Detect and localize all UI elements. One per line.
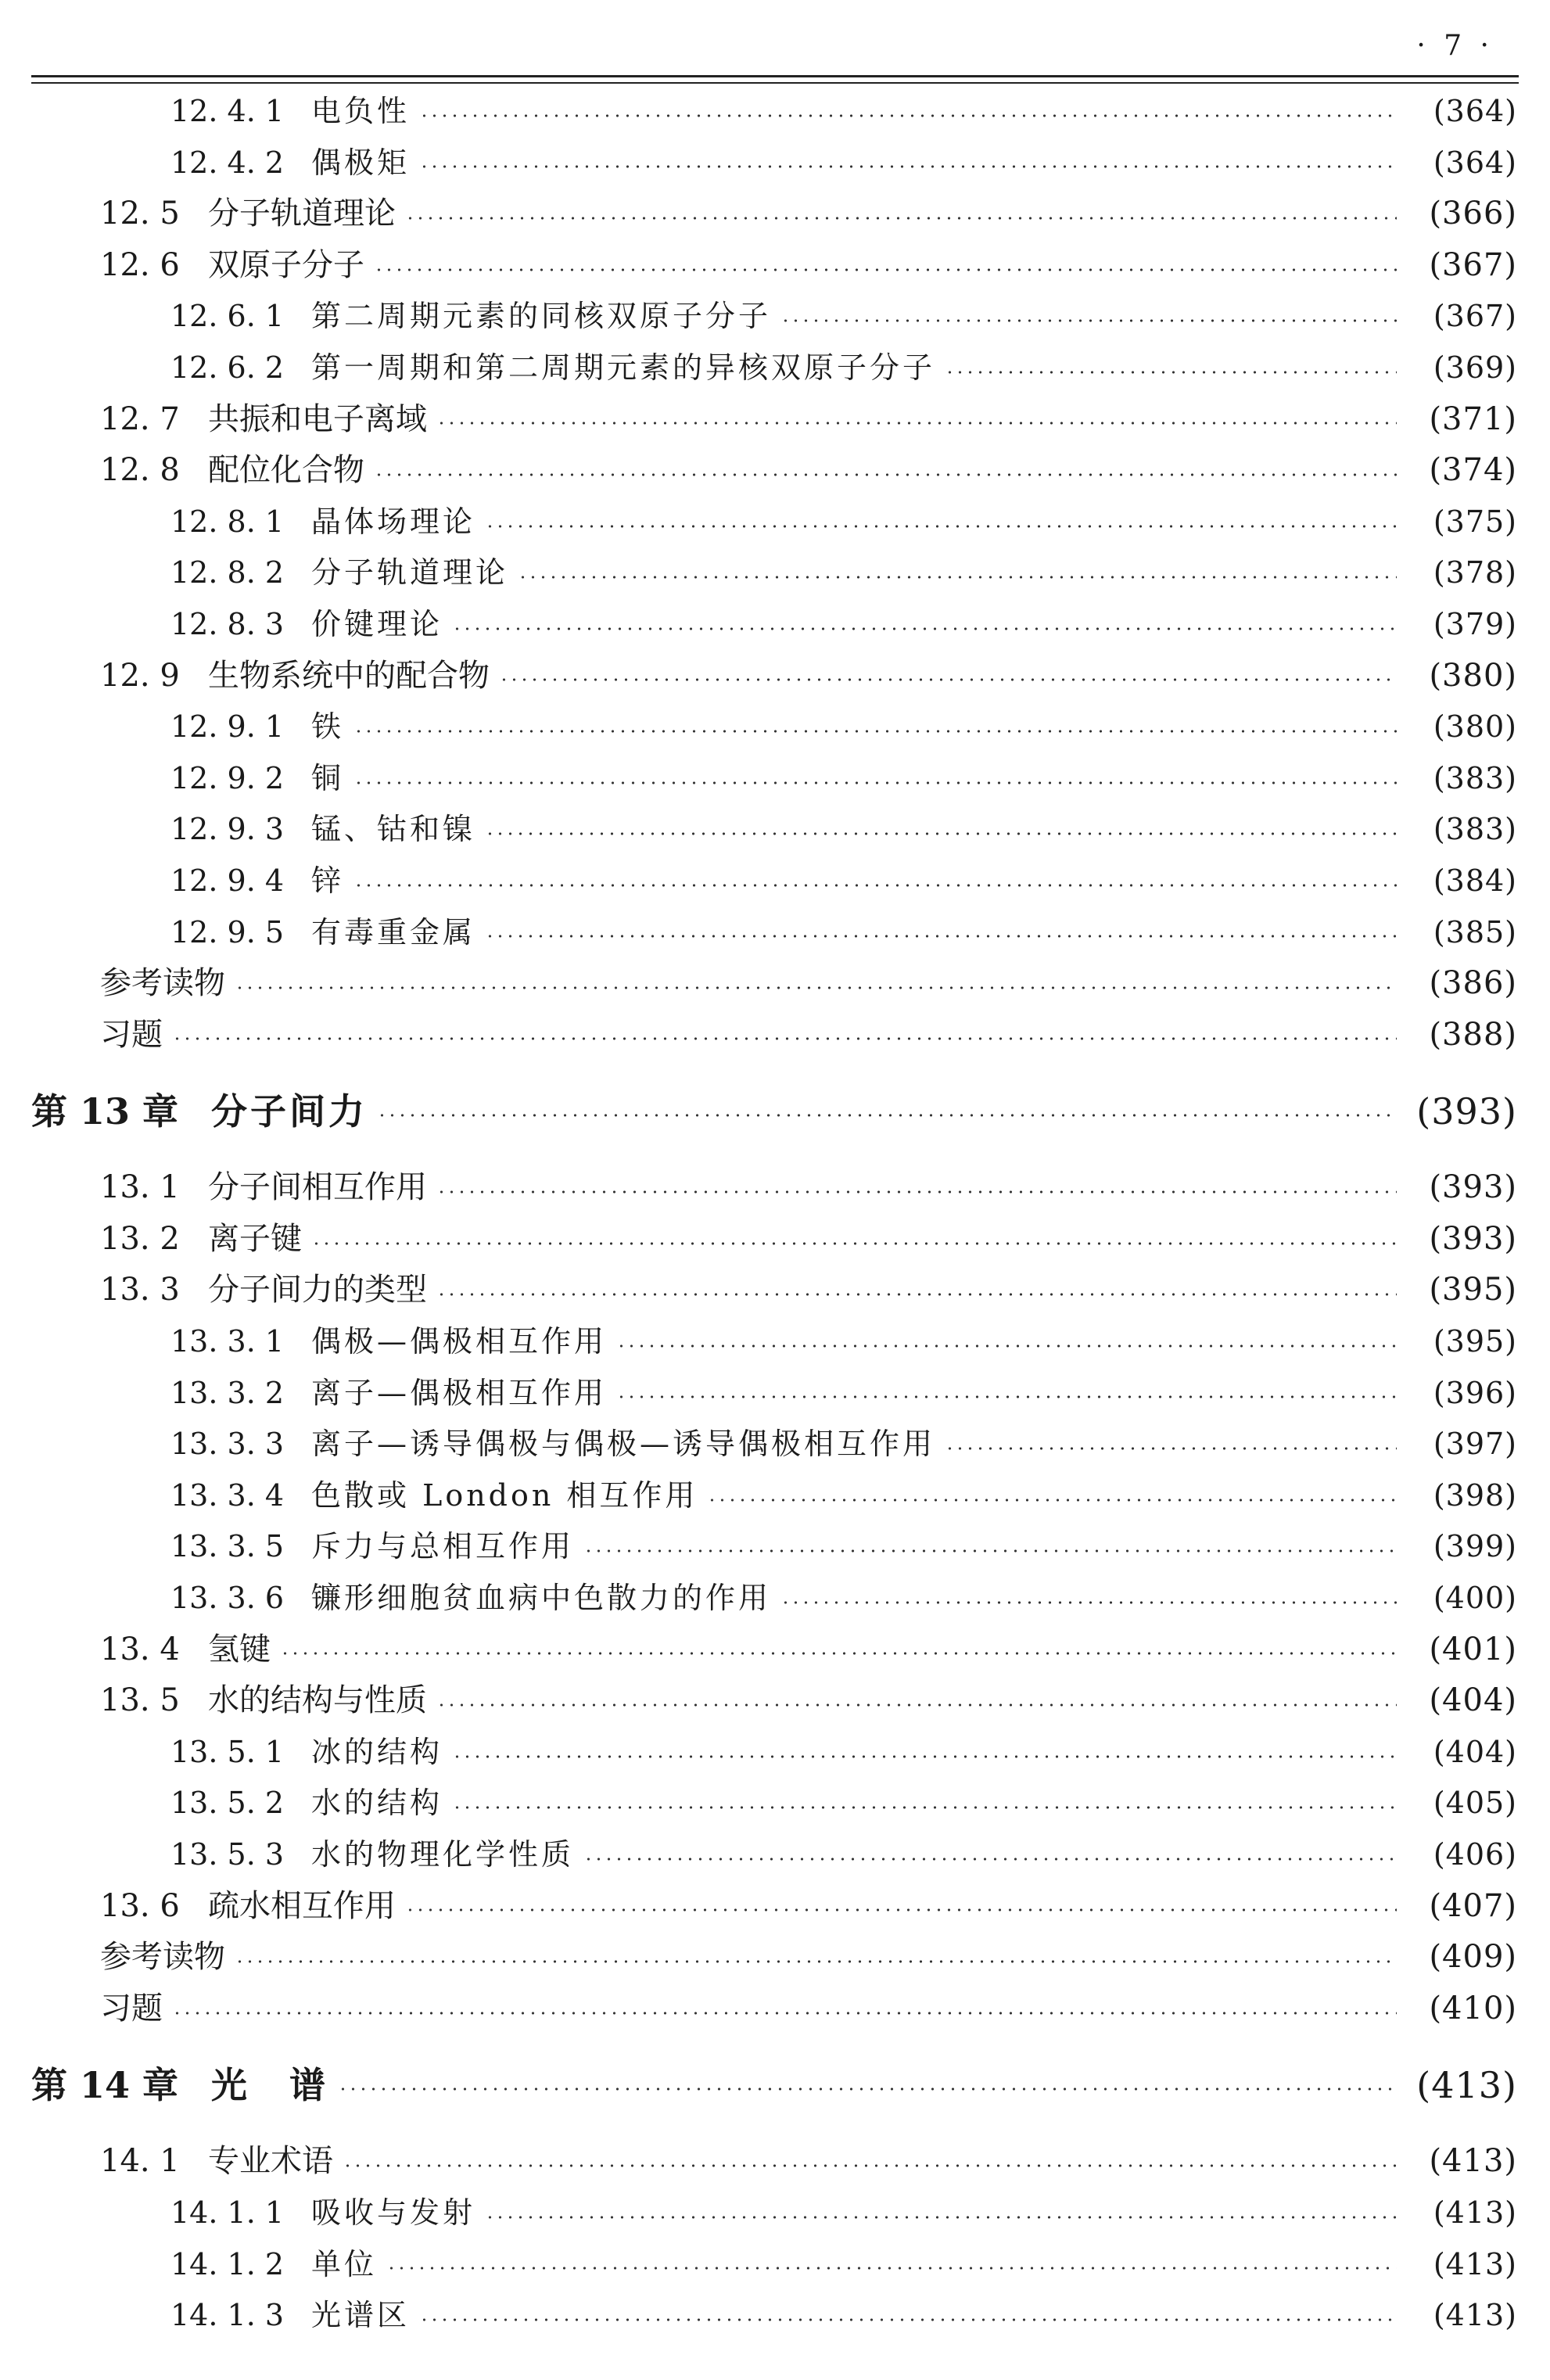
toc-entry-page: (386) <box>1429 965 1517 1002</box>
dot-leader <box>405 1908 1397 1912</box>
toc-entry-title: 吸收与发射 <box>311 2195 476 2230</box>
toc-entry <box>31 702 1517 753</box>
toc-entry-title: 参考读物 <box>100 1939 225 1976</box>
toc-entry-page: (364) <box>1433 94 1517 128</box>
dot-leader <box>452 1806 1397 1809</box>
toc-entry-page: (383) <box>1433 812 1517 847</box>
toc-entry-page: (384) <box>1433 863 1517 898</box>
toc-entry <box>31 907 1517 959</box>
toc-entry-page: (378) <box>1433 555 1517 591</box>
toc-entry-page: (407) <box>1429 1887 1517 1924</box>
toc-entry-title: 偶极矩 <box>311 145 411 180</box>
toc-entry-title: 光谱区 <box>311 2298 411 2333</box>
toc-entry-page: (369) <box>1433 350 1517 385</box>
toc-entry-number: 13. 5. 3 <box>170 1837 285 1872</box>
dot-leader <box>452 1755 1397 1758</box>
toc-entry <box>31 958 1517 1010</box>
toc-entry <box>31 394 1517 446</box>
toc-entry-page: (395) <box>1429 1272 1517 1308</box>
toc-entry-number: 12. 9. 1 <box>170 709 285 745</box>
dot-leader <box>485 2216 1397 2219</box>
page-number: · 7 · <box>1416 30 1494 62</box>
toc-entry-page: (409) <box>1429 1939 1517 1976</box>
toc-entry-number: 12. 8. 3 <box>170 606 285 641</box>
toc-entry-page: (383) <box>1433 760 1517 795</box>
toc-entry-number: 13. 6 <box>100 1887 180 1924</box>
toc-entry-page: (397) <box>1433 1427 1517 1462</box>
toc-entry-number: 13. 3. 6 <box>170 1581 285 1616</box>
toc-entry-number: 13. 5. 2 <box>170 1786 285 1821</box>
toc-entry-title: 分子轨道理论 <box>311 555 509 591</box>
toc-entry-number: 12. 6. 2 <box>170 350 285 385</box>
dot-leader <box>353 781 1397 784</box>
toc-entry-title: 水的结构与性质 <box>208 1682 427 1719</box>
toc-entry-title: 镰形细胞贫血病中色散力的作用 <box>311 1581 772 1616</box>
toc-entry-number: 14. 1. 3 <box>170 2298 285 2333</box>
toc-entry-page: (405) <box>1433 1786 1517 1821</box>
toc-entry-number: 12. 9. 2 <box>170 760 285 795</box>
toc-entry <box>31 138 1517 189</box>
toc-entry-title: 专业术语 <box>208 2143 333 2180</box>
toc-entry <box>31 1573 1517 1624</box>
toc-entry-number: 13. 5. 1 <box>170 1734 285 1769</box>
toc-entry-title: 习题 <box>100 1016 163 1053</box>
toc-entry-title: 锌 <box>311 863 345 898</box>
toc-entry <box>31 1778 1517 1829</box>
dot-leader <box>707 1499 1397 1502</box>
toc-entry-number: 第 14 章 <box>31 2064 179 2107</box>
toc-entry-title: 习题 <box>100 1990 163 2026</box>
toc-entry <box>31 1368 1517 1420</box>
toc-entry <box>31 291 1517 343</box>
dot-leader <box>386 2267 1397 2270</box>
toc-entry-title: 晶体场理论 <box>311 504 476 539</box>
toc-entry-number: 12. 8. 1 <box>170 504 285 539</box>
dot-leader <box>436 1703 1397 1707</box>
toc-entry-page: (395) <box>1433 1324 1517 1359</box>
toc-entry-number: 12. 6 <box>100 246 180 283</box>
toc-entry-title: 偶极—偶极相互作用 <box>311 1324 608 1359</box>
toc-entry-number: 12. 9. 5 <box>170 914 285 949</box>
toc-entry <box>31 547 1517 599</box>
toc-entry <box>31 1624 1517 1676</box>
toc-entry-page: (393) <box>1429 1220 1517 1257</box>
toc-entry-title: 光 谱 <box>211 2064 328 2107</box>
header-rule <box>31 75 1519 84</box>
toc-entry-page: (393) <box>1416 1090 1517 1133</box>
dot-leader <box>405 217 1397 220</box>
toc-entry-number: 12. 5 <box>100 196 180 232</box>
dot-leader <box>343 2164 1397 2167</box>
dot-leader <box>172 2012 1397 2015</box>
toc-entry-page: (380) <box>1429 657 1517 694</box>
toc-entry-number: 13. 5 <box>100 1682 180 1719</box>
toc-entry-title: 分子轨道理论 <box>208 196 396 232</box>
dot-leader <box>311 1242 1397 1245</box>
toc-entry-number: 13. 3. 1 <box>170 1324 285 1359</box>
dot-leader <box>338 2087 1397 2091</box>
toc-entry-number: 第 13 章 <box>31 1090 179 1133</box>
toc-entry-page: (388) <box>1429 1016 1517 1053</box>
toc-entry-title: 分子间力 <box>211 1090 368 1133</box>
toc-entry <box>31 343 1517 394</box>
toc-entry <box>31 86 1517 138</box>
toc-entry-page: (380) <box>1433 709 1517 745</box>
dot-leader <box>945 1447 1397 1450</box>
toc-entry-page: (385) <box>1433 914 1517 949</box>
toc-entry <box>31 1316 1517 1368</box>
toc-entry-number: 13. 4 <box>100 1631 180 1667</box>
toc-entry <box>31 445 1517 497</box>
toc-entry-title: 冰的结构 <box>311 1734 443 1769</box>
toc-entry-page: (413) <box>1433 2195 1517 2230</box>
toc-entry-page: (374) <box>1429 452 1517 489</box>
toc-entry-title: 第一周期和第二周期元素的异核双原子分子 <box>311 350 936 385</box>
toc-entry-title: 生物系统中的配合物 <box>208 657 490 694</box>
toc-entry-number: 12. 8. 2 <box>170 555 285 591</box>
toc-entry-number: 12. 9. 4 <box>170 863 285 898</box>
toc-entry-title: 单位 <box>311 2246 378 2281</box>
toc-entry <box>31 2290 1517 2342</box>
dot-leader <box>419 2318 1397 2321</box>
dot-leader <box>583 1858 1397 1861</box>
toc-entry-page: (364) <box>1433 145 1517 180</box>
dot-leader <box>419 165 1397 168</box>
toc-entry-number: 13. 3. 4 <box>170 1477 285 1513</box>
page-header <box>31 0 1519 86</box>
dot-leader <box>235 1960 1397 1963</box>
toc-entry <box>31 2188 1517 2239</box>
toc-entry-page: (371) <box>1429 400 1517 437</box>
dot-leader <box>485 935 1397 938</box>
toc-entry-page: (413) <box>1416 2064 1517 2107</box>
toc-entry-number: 13. 3 <box>100 1272 180 1308</box>
toc-entry-number: 13. 3. 5 <box>170 1529 285 1564</box>
toc-entry-number: 14. 1 <box>100 2143 180 2180</box>
toc-entry <box>31 1521 1517 1573</box>
toc-entry-page: (401) <box>1429 1631 1517 1667</box>
toc-entry <box>31 1419 1517 1470</box>
toc-entry-title: 配位化合物 <box>208 452 364 489</box>
dot-leader <box>280 1652 1397 1655</box>
toc-entry-page: (367) <box>1433 299 1517 334</box>
toc-entry-title: 色散或 London 相互作用 <box>311 1477 698 1513</box>
dot-leader <box>945 371 1397 374</box>
dot-leader <box>172 1037 1397 1040</box>
toc-entry <box>31 240 1517 292</box>
toc-entry <box>31 1470 1517 1522</box>
toc-entry-number: 12. 6. 1 <box>170 299 285 334</box>
toc-entry <box>31 1010 1517 1061</box>
toc-entry-title: 水的结构 <box>311 1786 443 1821</box>
dot-leader <box>780 319 1397 322</box>
toc-entry <box>31 651 1517 702</box>
toc-entry-number: 13. 3. 2 <box>170 1375 285 1410</box>
dot-leader <box>518 576 1397 579</box>
toc-entry <box>31 1881 1517 1933</box>
toc-entry-page: (413) <box>1429 2143 1517 2180</box>
dot-leader <box>436 422 1397 425</box>
dot-leader <box>583 1549 1397 1553</box>
toc-entry-number: 13. 3. 3 <box>170 1427 285 1462</box>
dot-leader <box>436 1293 1397 1296</box>
toc-entry-page: (406) <box>1433 1837 1517 1872</box>
table-of-contents <box>31 86 1517 2342</box>
dot-leader <box>353 884 1397 887</box>
toc-entry-title: 斥力与总相互作用 <box>311 1529 575 1564</box>
toc-entry-title: 有毒重金属 <box>311 914 476 949</box>
toc-entry-page: (375) <box>1433 504 1517 539</box>
dot-leader <box>235 986 1397 989</box>
toc-entry-number: 14. 1. 2 <box>170 2246 285 2281</box>
toc-entry-title: 共振和电子离域 <box>208 400 427 437</box>
toc-entry-title: 分子间力的类型 <box>208 1272 427 1308</box>
toc-entry <box>31 1214 1517 1265</box>
toc-entry-title: 离子—诱导偶极与偶极—诱导偶极相互作用 <box>311 1427 936 1462</box>
dot-leader <box>780 1601 1397 1604</box>
dot-leader <box>374 268 1397 271</box>
toc-entry-number: 13. 1 <box>100 1169 180 1206</box>
toc-entry-title: 电负性 <box>311 94 411 128</box>
toc-entry-number: 12. 4. 1 <box>170 94 285 128</box>
dot-leader <box>499 678 1397 681</box>
dot-leader <box>485 525 1397 528</box>
toc-entry <box>31 753 1517 805</box>
toc-entry-title: 双原子分子 <box>208 246 364 283</box>
toc-entry-number: 12. 8 <box>100 452 180 489</box>
toc-entry-page: (366) <box>1429 196 1517 232</box>
toc-entry-page: (398) <box>1433 1477 1517 1513</box>
toc-entry-page: (404) <box>1433 1734 1517 1769</box>
dot-leader <box>353 730 1397 733</box>
toc-entry-title: 铁 <box>311 709 345 745</box>
toc-entry-number: 13. 2 <box>100 1220 180 1257</box>
toc-entry-page: (379) <box>1433 606 1517 641</box>
dot-leader <box>419 114 1397 117</box>
dot-leader <box>436 1190 1397 1194</box>
toc-entry-title: 疏水相互作用 <box>208 1887 396 1924</box>
toc-entry <box>31 804 1517 856</box>
toc-entry-title: 分子间相互作用 <box>208 1169 427 1206</box>
toc-entry-title: 离子键 <box>208 1220 302 1257</box>
toc-entry <box>31 2239 1517 2291</box>
toc-entry-title: 水的物理化学性质 <box>311 1837 575 1872</box>
toc-entry-title: 离子—偶极相互作用 <box>311 1375 608 1410</box>
toc-entry-title: 锰、钴和镍 <box>311 812 476 847</box>
toc-entry <box>31 1265 1517 1316</box>
toc-entry-title: 价键理论 <box>311 606 443 641</box>
toc-entry-page: (367) <box>1429 246 1517 283</box>
dot-leader <box>616 1395 1397 1398</box>
toc-entry-page: (410) <box>1429 1990 1517 2026</box>
dot-leader <box>485 832 1397 835</box>
toc-entry <box>31 599 1517 651</box>
toc-entry-page: (413) <box>1433 2246 1517 2281</box>
toc-entry-title: 参考读物 <box>100 965 225 1002</box>
toc-chapter-entry <box>31 1068 1517 1154</box>
toc-entry <box>31 188 1517 240</box>
toc-entry-page: (396) <box>1433 1375 1517 1410</box>
toc-entry-page: (393) <box>1429 1169 1517 1206</box>
toc-entry-number: 12. 7 <box>100 400 180 437</box>
toc-entry <box>31 2136 1517 2188</box>
toc-entry <box>31 856 1517 907</box>
toc-entry <box>31 1162 1517 1214</box>
dot-leader <box>374 473 1397 476</box>
toc-entry-number: 12. 9. 3 <box>170 812 285 847</box>
dot-leader <box>616 1344 1397 1348</box>
toc-entry <box>31 1932 1517 1983</box>
toc-entry-number: 12. 4. 2 <box>170 145 285 180</box>
toc-entry-number: 14. 1. 1 <box>170 2195 285 2230</box>
dot-leader <box>377 1114 1397 1117</box>
toc-entry <box>31 1675 1517 1727</box>
toc-entry <box>31 1983 1517 2035</box>
toc-entry-title: 铜 <box>311 760 345 795</box>
toc-entry <box>31 497 1517 548</box>
toc-entry-number: 12. 9 <box>100 657 180 694</box>
toc-entry-title: 氢键 <box>208 1631 271 1667</box>
dot-leader <box>452 627 1397 630</box>
toc-entry-page: (400) <box>1433 1581 1517 1616</box>
toc-entry-page: (404) <box>1429 1682 1517 1719</box>
toc-entry-title: 第二周期元素的同核双原子分子 <box>311 299 772 334</box>
toc-entry-page: (413) <box>1433 2298 1517 2333</box>
toc-entry-page: (399) <box>1433 1529 1517 1564</box>
toc-chapter-entry <box>31 2042 1517 2128</box>
toc-entry <box>31 1829 1517 1881</box>
toc-entry <box>31 1727 1517 1779</box>
